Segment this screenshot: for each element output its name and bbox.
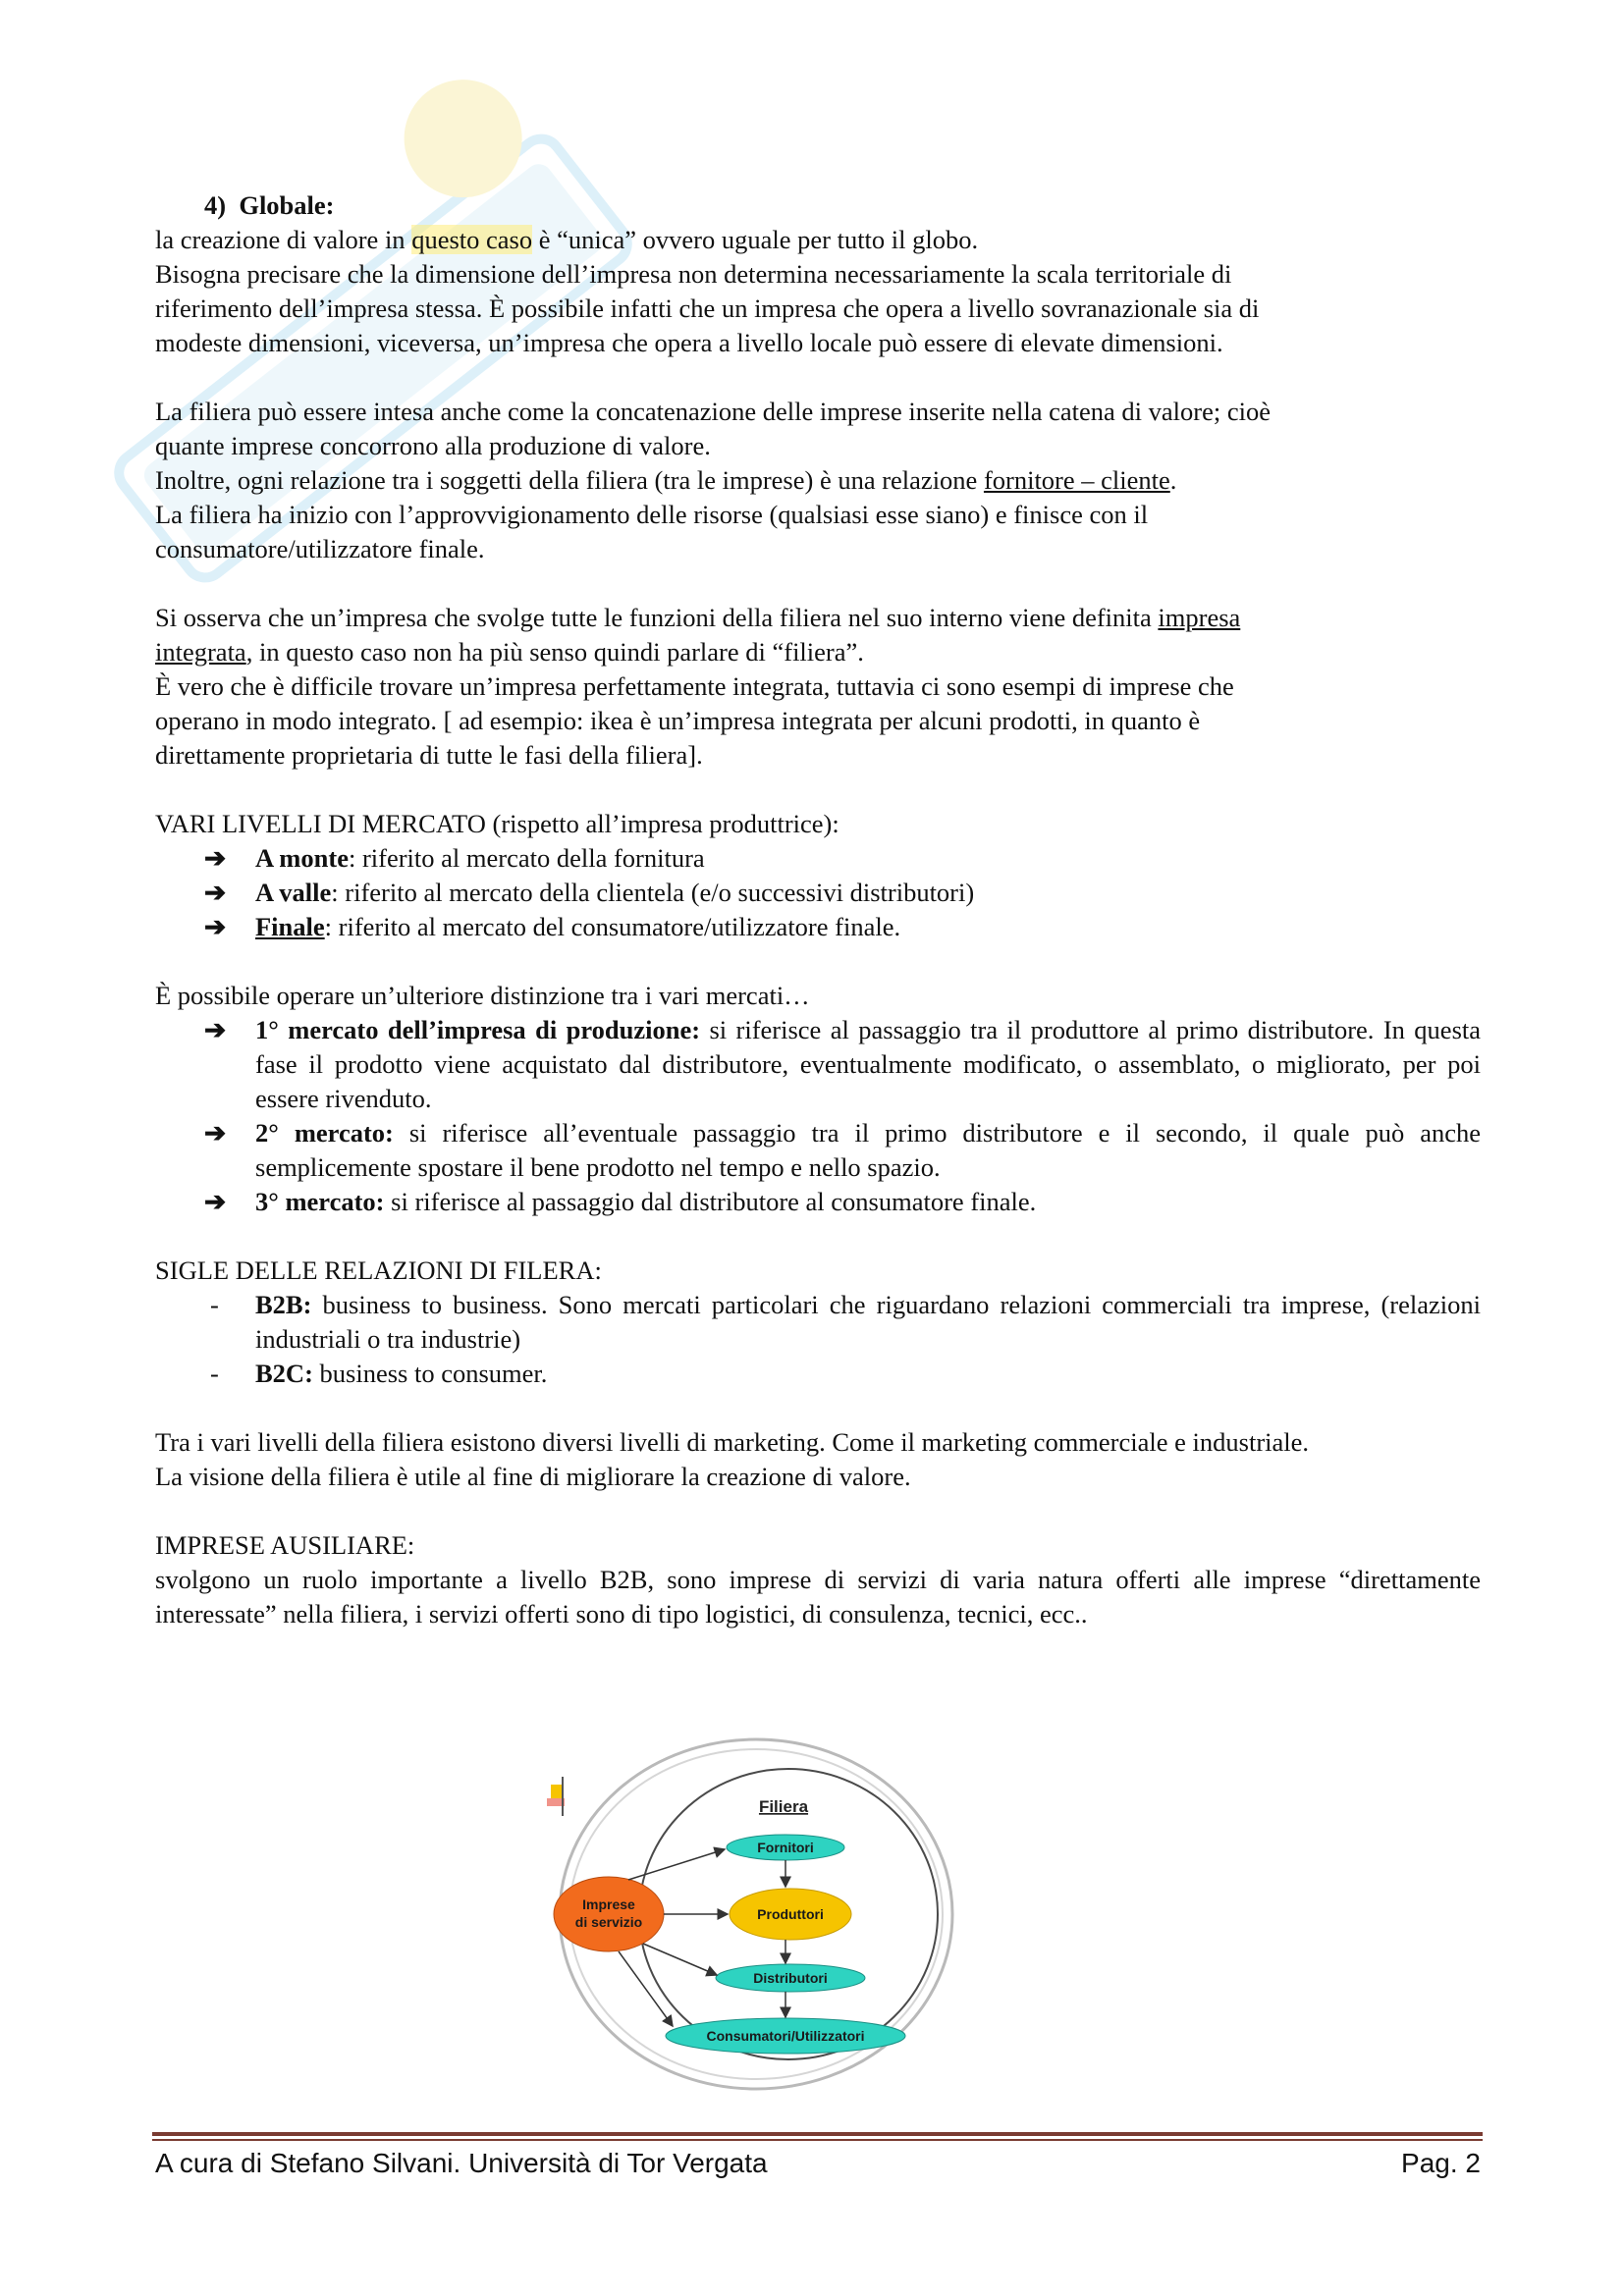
heading-imprese-ausiliare: IMPRESE AUSILIARE: — [155, 1530, 415, 1560]
list-term: A monte — [255, 843, 349, 873]
underlined-term: fornitore – cliente — [983, 465, 1170, 495]
arrow-right-icon: ➔ — [204, 1015, 227, 1044]
node-imprese-label-2: di servizio — [574, 1914, 643, 1930]
node-fornitori-label: Fornitori — [757, 1840, 814, 1855]
list-item — [155, 1357, 1481, 1391]
arrow-right-icon: ➔ — [204, 1118, 227, 1148]
paragraph-imprese-ausiliare: svolgono un ruolo importante a livello B2B, sono imprese di servizi di varia natura offerti alle imprese “direttamente interessate” nella filiera, i servizi offerti sono di tipo logistici, di consulenza, tecnici, ecc.. — [155, 1565, 1481, 1629]
list-term: A valle — [255, 878, 332, 907]
arrow-right-icon: ➔ — [204, 1187, 227, 1216]
paragraph-marketing-2: La visione della filiera è utile al fine di migliorare la creazione di valore. — [155, 1462, 911, 1491]
heading-livelli-mercato: VARI LIVELLI DI MERCATO (rispetto all’impresa produttrice): — [155, 809, 839, 838]
list-term: Finale — [255, 912, 325, 941]
dash-bullet: - — [210, 1290, 219, 1319]
list-term: 2° mercato: — [255, 1118, 394, 1148]
list-item — [155, 841, 1481, 876]
list-term: 1° mercato dell’impresa di produzione: — [255, 1015, 701, 1044]
list-text: si riferisce al passaggio dal distributore al consumatore finale. — [384, 1187, 1037, 1216]
filiera-diagram — [535, 1728, 957, 2091]
list-text: business to consumer. — [312, 1359, 548, 1388]
text-line: operano in modo integrato. [ ad esempio: ikea è un’impresa integrata per alcuni prodotti, in quanto è — [155, 706, 1201, 735]
text-line: , in questo caso non ha più senso quindi parlare di “filiera”. — [245, 637, 864, 667]
section-heading-globale — [155, 188, 1481, 223]
text-line: riferimento dell’impresa stessa. È possibile infatti che un impresa che opera a livello sovranazionale sia di — [155, 294, 1260, 323]
paragraph-filiera — [155, 395, 1481, 566]
node-consumatori-label: Consumatori/Utilizzatori — [706, 2028, 865, 2044]
text-line: modeste dimensioni, viceversa, un’impresa che opera a livello locale può essere di elevate dimensioni. — [155, 328, 1223, 357]
arrow-right-icon: ➔ — [204, 843, 227, 873]
list-item — [155, 1288, 1481, 1357]
list-text: si riferisce al passaggio tra il produttore al primo distributore. In questa fase il prodotto viene acquistato dal distributore, eventualmente modificato, o assemblato, o migliorato, per poi essere rivenduto. — [255, 1015, 1482, 1113]
text-line: È vero che è difficile trovare un’impresa perfettamente integrata, tuttavia ci sono esempi di imprese che — [155, 671, 1234, 701]
list-term: B2B: — [255, 1290, 312, 1319]
list-livelli-mercato — [155, 841, 1481, 944]
paragraph-globale — [155, 223, 1481, 360]
dash-bullet: - — [210, 1359, 219, 1388]
footer-rule-thin — [152, 2139, 1483, 2141]
list-item — [155, 876, 1481, 910]
list-item — [155, 1185, 1481, 1219]
highlighted-text: questo caso — [411, 225, 533, 254]
footer-rule — [152, 2132, 1483, 2136]
text-line: Si osserva che un’impresa che svolge tutte le funzioni della filiera nel suo interno viene definita — [155, 603, 1159, 632]
text-line: Inoltre, ogni relazione tra i soggetti della filiera (tra le imprese) è una relazione — [155, 465, 984, 495]
paragraph-marketing-1: Tra i vari livelli della filiera esistono diversi livelli di marketing. Come il marketing commerciale e industriale. — [155, 1427, 1310, 1457]
list-text: si riferisce all’eventuale passaggio tra il primo distributore e il secondo, il quale può anche semplicemente spostare il bene prodotto nel tempo e nello spazio. — [255, 1118, 1481, 1182]
footer-author: A cura di Stefano Silvani. Università di Tor Vergata — [155, 2148, 768, 2178]
text-line: . — [1169, 465, 1177, 495]
text-line: la creazione di valore in — [155, 225, 412, 254]
list-item — [155, 1116, 1481, 1185]
corner-decoration-yellow — [551, 1785, 563, 1798]
section-number: 4) — [204, 190, 227, 220]
list-term: B2C: — [255, 1359, 313, 1388]
node-distributori-label: Distributori — [753, 1970, 828, 1986]
underlined-term: impresa — [1158, 603, 1241, 632]
document-body — [155, 188, 1481, 1631]
list-mercati — [155, 1013, 1481, 1219]
text-line: direttamente proprietaria di tutte le fasi della filiera]. — [155, 740, 703, 770]
arrow-right-icon: ➔ — [204, 878, 227, 907]
node-produttori-label: Produttori — [757, 1906, 824, 1922]
list-item — [155, 910, 1481, 944]
arrow-right-icon: ➔ — [204, 912, 227, 941]
paragraph-mercati-intro: È possibile operare un’ulteriore distinzione tra i vari mercati… — [155, 981, 810, 1010]
text-line: La filiera può essere intesa anche come la concatenazione delle imprese inserite nella catena di valore; cioè — [155, 397, 1271, 426]
list-text: : riferito al mercato della clientela (e/o successivi distributori) — [331, 878, 975, 907]
section-title: Globale: — [239, 190, 335, 220]
diagram-title: Filiera — [758, 1797, 809, 1816]
heading-sigle: SIGLE DELLE RELAZIONI DI FILERA: — [155, 1255, 602, 1285]
list-term: 3° mercato: — [255, 1187, 385, 1216]
footer-page-number: Pag. 2 — [1401, 2148, 1481, 2178]
text-line: Bisogna precisare che la dimensione dell’impresa non determina necessariamente la scala territoriale di — [155, 259, 1232, 289]
text-line: quante imprese concorrono alla produzione di valore. — [155, 431, 711, 460]
node-imprese-label-1: Imprese — [582, 1896, 635, 1912]
underlined-term: integrata — [155, 637, 246, 667]
list-text: : riferito al mercato della fornitura — [348, 843, 705, 873]
list-item — [155, 1013, 1481, 1116]
paragraph-impresa-integrata — [155, 601, 1481, 773]
list-text: : riferito al mercato del consumatore/utilizzatore finale. — [324, 912, 901, 941]
text-line: La filiera ha inizio con l’approvvigionamento delle risorse (qualsiasi esse siano) e finisce con il — [155, 500, 1149, 529]
text-line: consumatore/utilizzatore finale. — [155, 534, 485, 563]
text-line: è “unica” ovvero uguale per tutto il globo. — [532, 225, 979, 254]
list-sigle — [155, 1288, 1481, 1391]
list-text: business to business. Sono mercati particolari che riguardano relazioni commerciali tra imprese, (relazioni industriali o tra industrie) — [255, 1290, 1481, 1354]
